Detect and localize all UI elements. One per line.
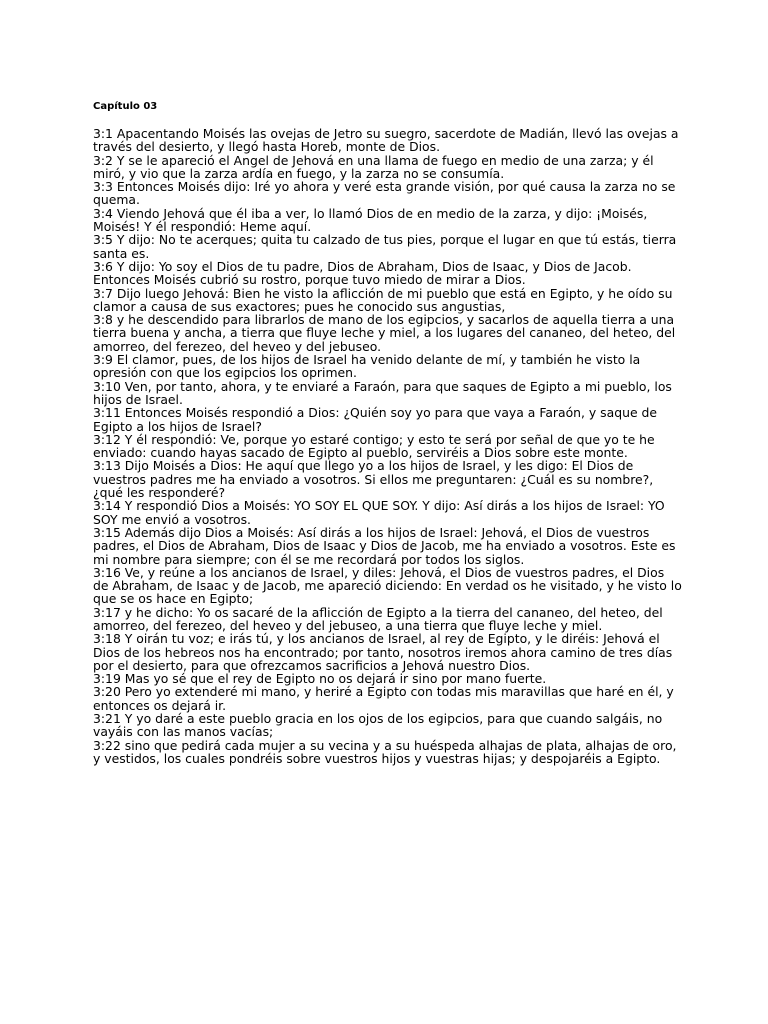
verse-3-18: 3:18 Y oirán tu voz; e irás tú, y los ancianos de Israel, al rey de Egipto, y le diréis: Jehová el Dios de los hebreos nos ha encontrado; por tanto, nosotros iremos ahora camino de tres días por el desierto, para que ofrezcamos sacrificios a Jehová nuestro Dios.	[93, 631, 673, 673]
verse-3-9: 3:9 El clamor, pues, de los hijos de Israel ha venido delante de mí, y también he visto la opresión con que los egipcios los oprimen.	[93, 352, 641, 381]
verse-3-2: 3:2 Y se le apareció el Angel de Jehová en una llama de fuego en medio de una zarza; y él miró, y vio que la zarza ardía en fuego, y la zarza no se consumía.	[93, 152, 654, 181]
verse-3-22: 3:22 sino que pedirá cada mujer a su vecina y a su huéspeda alhajas de plata, alhajas de oro, y vestidos, los cuales pondréis sobre vuestros hijos y vuestras hijas; y despojaréis a Egipto.	[93, 737, 677, 766]
verse-3-17: 3:17 y he dicho: Yo os sacaré de la aflicción de Egipto a la tierra del cananeo, del heteo, del amorreo, del ferezeo, del heveo y del jebuseo, a una tierra que fluye leche y miel.	[93, 604, 663, 633]
verse-3-20: 3:20 Pero yo extenderé mi mano, y heriré a Egipto con todas mis maravillas que haré en él, y entonces os dejará ir.	[93, 684, 674, 713]
verse-3-15: 3:15 Además dijo Dios a Moisés: Así dirás a los hijos de Israel: Jehová, el Dios de vuestros padres, el Dios de Abraham, Dios de Isaac y Dios de Jacob, me ha enviado a vosotros. Este es mi nombre para siempre; con él se me recordará por todos los siglos.	[93, 524, 676, 567]
verse-3-13: 3:13 Dijo Moisés a Dios: He aquí que llego yo a los hijos de Israel, y les digo: El Dios de vuestros padres me ha enviado a vosotros. Si ellos me preguntaren: ¿Cuál es su nombre?, ¿qué les responderé?	[93, 458, 654, 501]
chapter-title: Capítulo 03	[93, 101, 158, 112]
verse-3-8: 3:8 y he descendido para librarlos de mano de los egipcios, y sacarlos de aquella tierra a una tierra buena y ancha, a tierra que fluye leche y miel, a los lugares del cananeo, del heteo, del amorreo, del ferezeo, del heveo y del jebuseo.	[93, 312, 676, 354]
verse-list	[93, 127, 683, 765]
verse-3-14: 3:14 Y respondió Dios a Moisés: YO SOY EL QUE SOY. Y dijo: Así dirás a los hijos de Israel: YO SOY me envió a vosotros.	[93, 498, 665, 527]
verse-3-21: 3:21 Y yo daré a este pueblo gracia en los ojos de los egipcios, para que cuando salgáis, no vayáis con las manos vacías;	[93, 711, 663, 740]
verse-3-16: 3:16 Ve, y reúne a los ancianos de Israel, y diles: Jehová, el Dios de vuestros padres, el Dios de Abraham, de Isaac y de Jacob, me apareció diciendo: En verdad os he visitado, y he visto lo que se os hace en Egipto;	[93, 564, 682, 607]
verse-3-11: 3:11 Entonces Moisés respondió a Dios: ¿Quién soy yo para que vaya a Faraón, y saque de Egipto a los hijos de Israel?	[93, 405, 657, 434]
verse-3-12: 3:12 Y él respondió: Ve, porque yo estaré contigo; y esto te será por señal de que yo te he enviado: cuando hayas sacado de Egipto al pueblo, serviréis a Dios sobre este monte.	[93, 431, 655, 461]
verse-3-10: 3:10 Ven, por tanto, ahora, y te enviaré a Faraón, para que saques de Egipto a mi pueblo, los hijos de Israel.	[93, 378, 672, 407]
verse-3-19: 3:19 Mas yo sé que el rey de Egipto no os dejará ir sino por mano fuerte.	[93, 671, 547, 687]
verse-3-7: 3:7 Dijo luego Jehová: Bien he visto la aflicción de mi pueblo que está en Egipto, y he oído su clamor a causa de sus exactores; pues he conocido sus angustias,	[93, 285, 673, 314]
verse-3-5: 3:5 Y dijo: No te acerques; quita tu calzado de tus pies, porque el lugar en que tú estás, tierra santa es.	[93, 232, 677, 261]
verse-3-4: 3:4 Viendo Jehová que él iba a ver, lo llamó Dios de en medio de la zarza, y dijo: ¡Moisés, Moisés! Y él respondió: Heme aquí.	[93, 205, 648, 235]
verse-3-6: 3:6 Y dijo: Yo soy el Dios de tu padre, Dios de Abraham, Dios de Isaac, y Dios de Jacob. Entonces Moisés cubrió su rostro, porque tuvo miedo de mirar a Dios.	[93, 258, 632, 288]
verse-3-3: 3:3 Entonces Moisés dijo: Iré yo ahora y veré esta grande visión, por qué causa la zarza no se quema.	[93, 179, 676, 208]
verse-3-1: 3:1 Apacentando Moisés las ovejas de Jetro su suegro, sacerdote de Madián, llevó las ovejas a través del desierto, y llegó hasta Horeb, monte de Dios.	[93, 126, 679, 155]
